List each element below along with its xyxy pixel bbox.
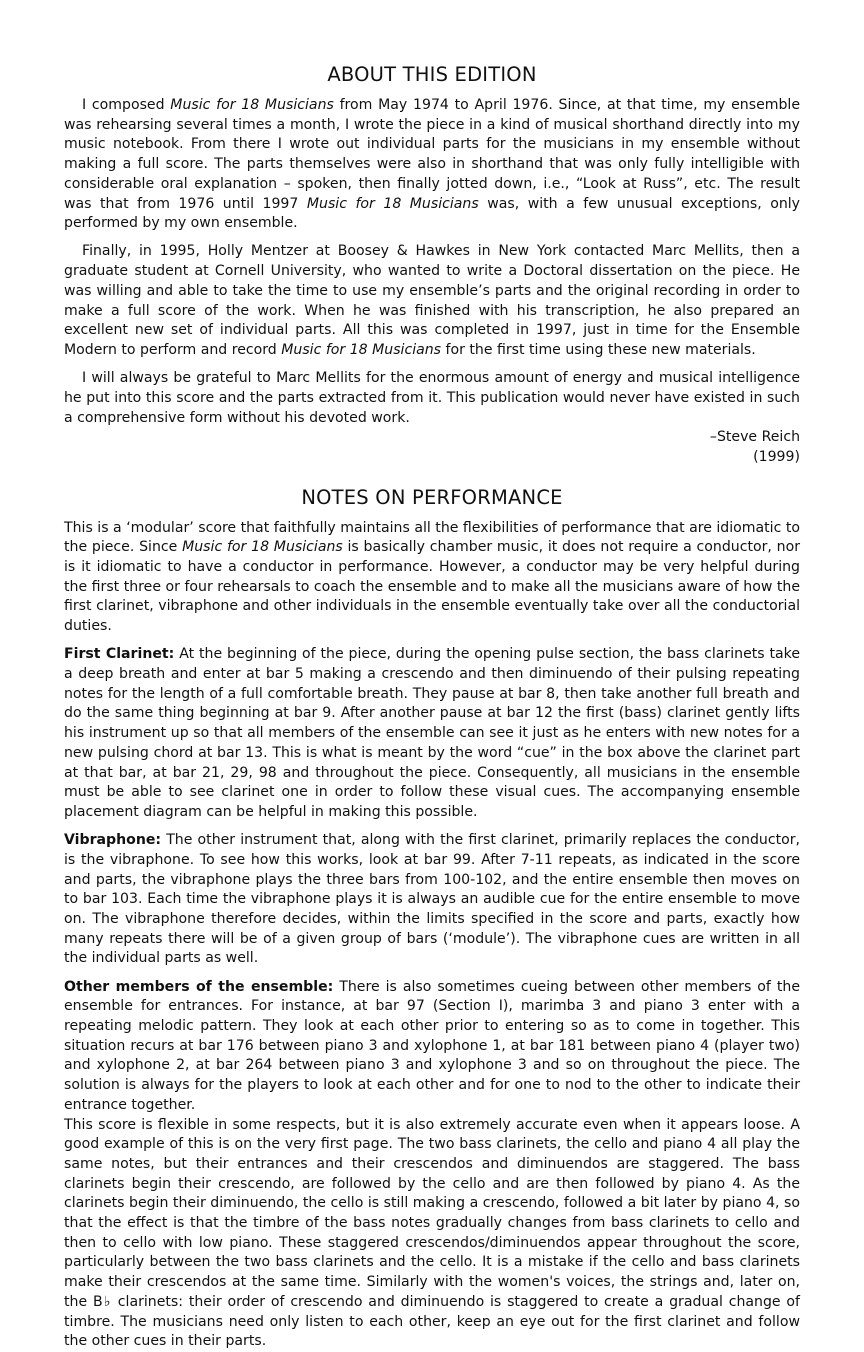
vibraphone-text: The other instrument that, along with the first clarinet, primarily replaces the conductor, is the vibraphone. To see how this works, look at bar 99. After 7-11 repeats, as indicated in the score and parts, the vibraphone plays the three bars from 100-102, and the entire ensemble then moves on to bar 103. Each time the vibraphone plays it is always an audible cue for the entire ensemble to move on. The vibraphone therefore decides, within the limits specified in the score and parts, exactly how many repeats there will be of a given group of bars (‘module’). The vibraphone cues are written in all the individual parts as well. [64, 832, 800, 967]
about-p2-text-a: Finally, in 1995, Holly Mentzer at Boosey & Hawkes in New York contacted Marc Mellits, then a graduate student at Cornell University, who wanted to write a Doctoral dissertation on the piece. He was willing and able to take the time to use my ensemble’s parts and the original recording in order to make a full score of the work. When he was finished with his transcription, he also prepared an excellent new set of individual parts. All this was completed in 1997, just in time for the Ensemble Modern to perform and record [64, 243, 800, 358]
first-clarinet-label: First Clarinet: [64, 646, 175, 663]
notes-intro-title: Music for 18 Musicians [182, 539, 343, 556]
about-paragraph-3: I will always be grateful to Marc Mellits for the enormous amount of energy and musical intelligence he put into this score and the parts extracted from it. This publication would never have existed in such a comprehensive form without his devoted work. [64, 370, 800, 426]
about-paragraph-2 [64, 242, 800, 360]
about-p1-title-1: Music for 18 Musicians [170, 97, 334, 113]
first-clarinet-paragraph [64, 645, 800, 822]
notes-heading: NOTES ON PERFORMANCE [301, 485, 563, 509]
signature: –Steve Reich [709, 429, 800, 446]
about-p1-text-c: was, with a few unusual exceptions, only performed by my own ensemble. [64, 195, 801, 232]
other-members-text: There is also sometimes cueing between other members of the ensemble for entrances. For instance, at bar 97 (Section I), marimba 3 and piano 3 enter with a repeating melodic pattern. They look at each other prior to entering so as to come in together. This situation recurs at bar 176 between piano 3 and xylophone 1, at bar 181 between piano 4 (player two) and xylophone 2, at bar 264 between piano 3 and xylophone 3 and so on throughout the piece. The solution is always for the players to look at each other and for one to nod to the other to indicate their entrance together. [64, 978, 800, 1113]
about-paragraph-1 [64, 96, 800, 234]
about-heading: ABOUT THIS EDITION [327, 63, 537, 86]
other-members-paragraph [64, 978, 800, 1116]
flexibility-paragraph: This score is flexible in some respects, but it is also extremely accurate even when it appears loose. A good example of this is on the very first page. The two bass clarinets, the cello and piano 4 all play the same notes, but their entrances and their crescendos and diminuendos are staggered. The bass clarinets begin their crescendo, are followed by the cello and are then followed by piano 4. As the clarinets begin their diminuendo, the cello is still making a crescendo, followed a bit later by piano 4, so that the effect is that the timbre of the bass notes gradually changes from bass clarinets to cello and then to cello with low piano. These staggered crescendos/diminuendos appear throughout the score, particularly between the two bass clarinets and the cello. It is a mistake if the cello and bass clarinets make their crescendos at the same time. Similarly with the women's voices, the strings and, later on, the B♭ clarinets: their order of crescendo and diminuendo is staggered to create a gradual change of timbre. The musicians need only listen to each other, keep an eye out for the first clarinet and follow the other cues in their parts. [64, 1116, 800, 1350]
notes-intro-paragraph [64, 519, 800, 637]
signature-year: (1999) [753, 448, 800, 465]
document-page [64, 62, 800, 1352]
vibraphone-paragraph [64, 831, 800, 969]
vibraphone-label: Vibraphone: [64, 832, 162, 849]
about-p1-text-a: I composed [82, 97, 171, 113]
about-p2-title: Music for 18 Musicians [281, 341, 442, 358]
other-members-label: Other members of the ensemble: [64, 978, 334, 995]
first-clarinet-text: At the beginning of the piece, during the opening pulse section, the bass clarinets take a deep breath and enter at bar 5 making a crescendo and then diminuendo of their pulsing repeating notes for the length of a full comfortable breath. They pause at bar 8, then take another full breath and do the same thing beginning at bar 9. After another pause at bar 12 the first (bass) clarinet gently lifts his instrument up so that all members of the ensemble can see it just as he enters with new notes for a new pulsing chord at bar 13. This is what is meant by the word “cue” in the box above the clarinet part at that bar, at bar 21, 29, 98 and throughout the piece. Consequently, all musicians in the ensemble must be able to see clarinet one in order to follow these visual cues. The accompanying ensemble placement diagram can be helpful in making this possible. [64, 646, 800, 820]
about-p2-text-b: for the first time using these new materials. [441, 341, 756, 358]
about-p1-text-b: from May 1974 to April 1976. Since, at that time, my ensemble was rehearsing several times a month, I wrote the piece in a kind of musical shorthand directly into my music notebook. From there I wrote out individual parts for the musicians in my ensemble without making a full score. The parts themselves were also in shorthand that was only fully intelligible with considerable oral explanation – spoken, then finally jotted down, i.e., “Look at Russ”, etc. The result was that from 1976 until 1997 [64, 97, 801, 212]
notes-intro-text-b: is basically chamber music, it does not require a conductor, nor is it idiomatic to have a conductor in performance. However, a conductor may be very helpful during the first three or four rehearsals to coach the ensemble and to make all the musicians aware of how the first clarinet, vibraphone and other individuals in the ensemble eventually take over all the conductorial duties. [64, 539, 801, 635]
about-p1-title-2: Music for 18 Musicians [306, 195, 479, 212]
notes-intro-text-a: This is a ‘modular’ score that faithfully maintains all the flexibilities of performance that are idiomatic to the piece. Since [64, 519, 800, 556]
